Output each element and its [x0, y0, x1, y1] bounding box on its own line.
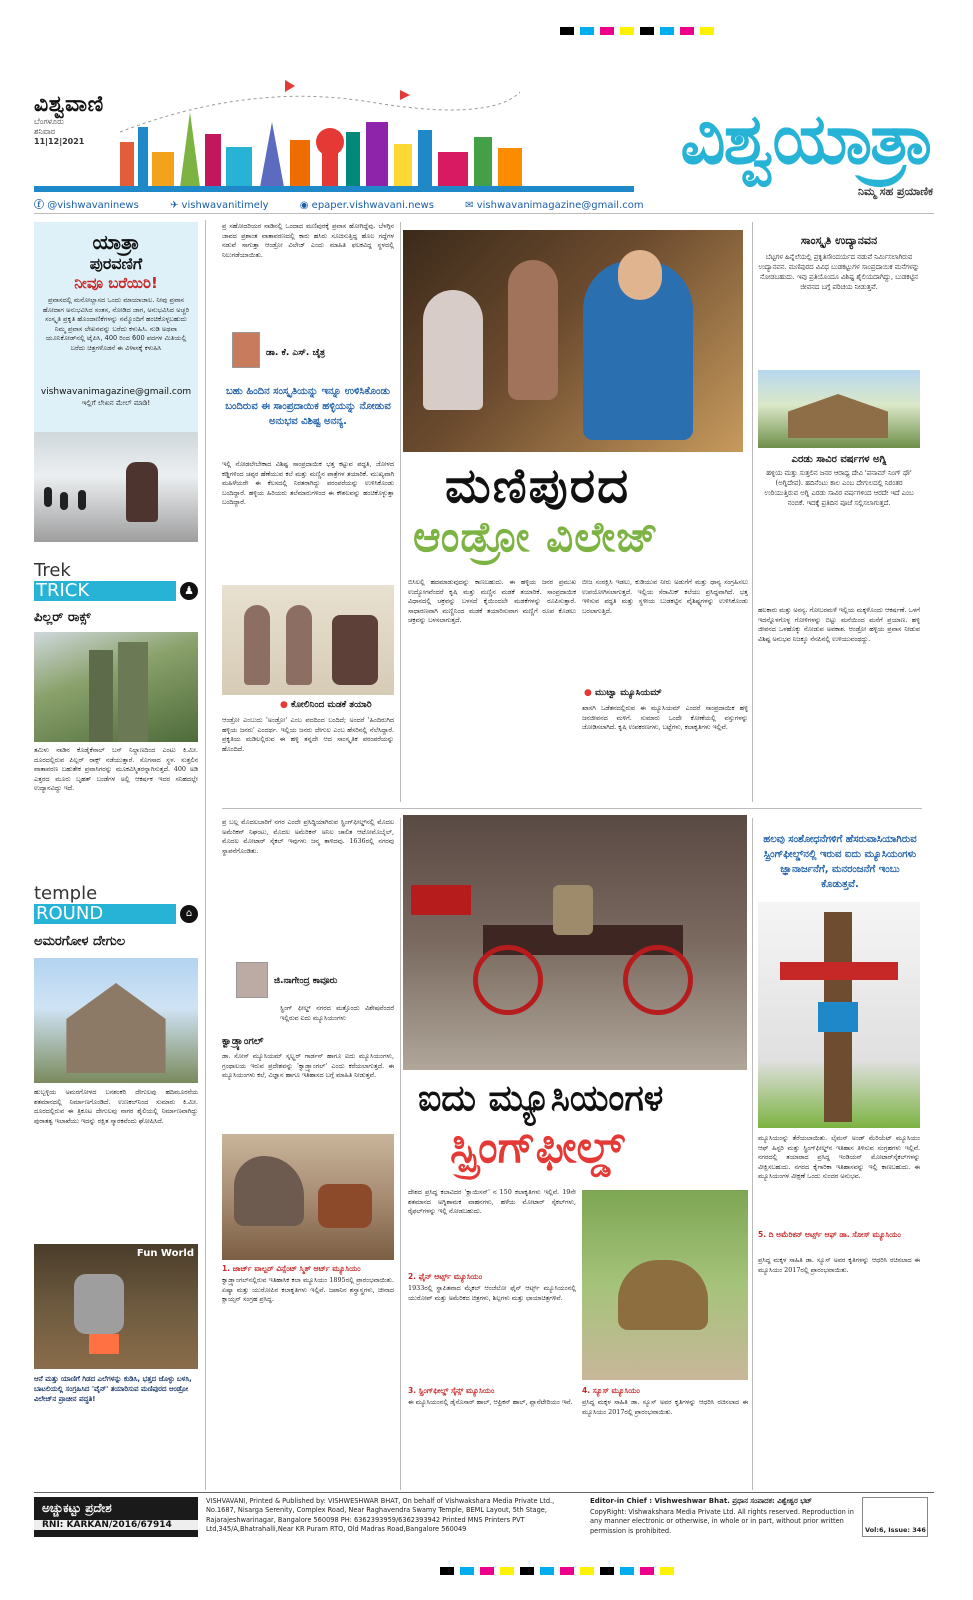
- item5-heading: 5. ದಿ ಅಮೆರಿಕನ್ ಆರ್ಟ್ಸ್ ಆಫ್ ಡಾ. ಸೋಸ್ ಮ್ಯೂಸಿಯಂ: [758, 1230, 901, 1239]
- column-divider: [400, 222, 401, 802]
- social-epaper[interactable]: ◉ epaper.vishwavani.news: [299, 200, 434, 211]
- footer-section-box: [34, 1497, 198, 1537]
- park-text: ಬೆಟ್ಟಗಳ ಹಿನ್ನೆಲೆಯಲ್ಲಿ ಪ್ರಕೃತಿಸೌಂದರ್ಯದ ನಡುವೆ ನಿರ್ಮಿಸಲಾಗಿರುವ ಉದ್ಯಾನವನ. ಮಣಿಪುರದ ವಿವಿಧ ಬುಡಕಟ್ಟುಗಳ ಸಾಂಪ್ರದಾಯಿಕ ಮನೆಗಳನ್ನು ನೋಡಬಹುದು. ಇವು ಪ್ರತಿಯೊಂದೂ ವಿಶಿಷ್ಟ ಶೈಲಿಯದಾಗಿದ್ದು, ಬುಡಕಟ್ಟಿನ ಜೀವನದ ಬಗ್ಗೆ ಪರಿಚಯ ನೀಡುತ್ತವೆ.: [758, 253, 920, 291]
- social-email[interactable]: ✉ vishwavanimagazine@gmail.com: [465, 200, 644, 211]
- column-divider: [752, 818, 753, 1490]
- item4-text: ಪ್ರಸಿದ್ಧ ಮಕ್ಕಳ ಸಾಹಿತಿ ಡಾ. ಸ್ಯೂಸ್ ಅವರ ಕೃತಿಗಳನ್ನು ಆಧರಿಸಿ ರಚಿಸಲಾದ ಈ ಮ್ಯೂಸಿಯಂ 2017ರಲ್ಲಿ ಪ್ರಾರಂಭವಾಯಿತು.: [582, 1398, 748, 1416]
- masthead-day: ಶನಿವಾರ: [34, 127, 56, 136]
- social-telegram[interactable]: ✈ vishwavanitimely: [169, 200, 269, 211]
- hiker-icon: ♟: [180, 582, 198, 600]
- footer-section-name: ಅಚ್ಚುಕಟ್ಟು ಪ್ರದೇಶ: [42, 1501, 112, 1515]
- crafts-caption: [280, 700, 372, 710]
- article1-right-body: ಹಲಕಾರು ಮತ್ತು ಅನನ್ಯ. ಗೋಬರಮಳೆ ಇಲ್ಲಿಯ ಮಕ್ಕಳೊಂದು ಆಕರ್ಷಣೆ. ಒಳಗೆ ಇದನ್ನೊಳಗೊಳ್ಳ ಗೋಳಿಗಳನ್ನು ಬಿಟ್ಟು ಮನೆಯಿಂದ ಮನೆಗೆ ಪ್ರಯಾಣ. ಹಳ್ಳಿ ಜೀವನದ ಒಳಹೊಕ್ಕು ನೋಡುವ ಅವಕಾಶ. ಆಂಡ್ರೋ ಹಳ್ಳಿಯ ಪ್ರವಾಸ ನೀಡುವ ವಿಶಿಷ್ಟ ಅನುಭವ ನಿಜಕ್ಕೂ ನೆನಪಿನಲ್ಲಿ ಉಳಿಯುವಂಥದ್ದು.: [758, 606, 920, 643]
- author-photo-1: [232, 332, 260, 368]
- supplement-tagline: ನಿಮ್ಮ ಸಹ ಪ್ರಯಾಣಿಕ: [857, 185, 933, 198]
- article2-subheading: ಕ್ವಾಡ್ರ್ಯಾಂಗಲ್: [222, 1036, 264, 1047]
- column-divider: [400, 818, 401, 1490]
- totem-pole-photo: [758, 902, 920, 1128]
- social-facebook-twitter[interactable]: ⓕ @vishwavaninews: [34, 200, 139, 211]
- promo-title-1: ಯಾತ್ರಾ: [92, 230, 140, 254]
- article2-author: ಜಿ.ನಾಗೇಂದ್ರ ಕಾವೂರು: [274, 976, 338, 986]
- promo-box: [34, 222, 198, 542]
- eternal-fire-heading: ಎರಡು ಸಾವಿರ ವರ್ಷಗಳ ಅಗ್ನಿ: [791, 454, 887, 465]
- temple-round-label: [34, 883, 176, 924]
- header-divider: [34, 213, 934, 214]
- article2-right-quote: ಹಲವು ಸಂಶೋಧನೆಗಳಿಗೆ ಹೆಸರುವಾಸಿಯಾಗಿರುವ ಸ್ಪ್ರಿಂಗ್‌ಫೀಲ್ಡ್‌ನಲ್ಲಿ ಇರುವ ಐದು ಮ್ಯೂಸಿಯಂಗಳು ಜ್ಞಾನಾರ್ಜನೆಗೆ, ಮನರಂಜನೆಗೆ ಇಂಬು ಕೊಡುತ್ತವೆ.: [763, 834, 917, 890]
- article2-sub: ಸ್ಪ್ರಿಂಗ್ ಫೀಲ್ಡ್ ನಗರದ ಮತ್ತೊಂದು ವಿಶೇಷವೆಂದರೆ ಇಲ್ಲಿರುವ ಐದು ಮ್ಯೂಸಿಯಂಗಳು: [280, 1004, 394, 1022]
- color-registration-bar-bottom: [440, 1560, 680, 1579]
- amaragol-temple-photo: [34, 958, 198, 1083]
- article1-body-c: ಬಿಸಿಲಲ್ಲಿ ಹದಮಾಡುವುದನ್ನು ಕಾಣಬಹುದು. ಈ ಹಳ್ಳಿಯ ಜನರ ಪ್ರಮುಖ ಉದ್ಯೋಗವೆಂದರೆ ಕೃಷಿ ಮತ್ತು ಮಣ್ಣಿನ ಮಡಕೆ ತಯಾರಿಕೆ. ಸಾಂಪ್ರದಾಯಿಕ ವಿಧಾನದಲ್ಲಿ ಚಕ್ರವನ್ನು ಬಳಸದೆ ಕೈಯಿಂದಲೇ ಮಡಕೆಗಳನ್ನು ರೂಪಿಸುತ್ತಾರೆ. ಸಾಧಾರಣವಾಗಿ ಮಣ್ಣಿನಿಂದ ಮಡಕೆ ತಯಾರಿಸುವಾಗ ಮಣ್ಣಿಗೆ ರೂಪ ಕೊಡಲು ಚಕ್ರವನ್ನು ಬಳಸಲಾಗುತ್ತದೆ.: [408, 578, 576, 625]
- footer-volume-box: [862, 1497, 928, 1537]
- masthead-city: ಬೆಂಗಳೂರು: [34, 117, 64, 126]
- item3-heading: 3. ಸ್ಪ್ರಿಂಗ್‌ಫೀಲ್ಡ್ ಸೈನ್ಸ್ ಮ್ಯೂಸಿಯಂ: [408, 1386, 495, 1395]
- museum-caption: [584, 688, 662, 698]
- promo-title-2: ಪುರವಣಿಗೆ: [89, 254, 143, 273]
- fun-world-caption: ಆನೆ ಮತ್ತು ಯಾಣಿಗೆ ಗಿಡದ ಎಲೆಗಳನ್ನು ಕುಡಿಸಿ, ಭತ್ತದ ಜೊಳ್ಳು ಬಳಸಿ, ಬಾಟಲಿಯಲ್ಲಿ ಸಂಗ್ರಹಿಸಿದ 'ವೈನ್' ತಯಾರಿಸುವ ಮಣಿಪುರದ ಆಂಡ್ರೋ ವಿಲೇಜ್‌ನ ಪ್ರಾಚೀನ ಪದ್ಧತಿ!: [34, 1375, 192, 1403]
- article1-body-e: ಖಾಸಗಿ ಒಡೆತನದಲ್ಲಿರುವ ಈ ಮ್ಯೂಸಿಯಮ್ ಎಂದರೆ ಸಾಂಪ್ರದಾಯಿಕ ಹಳ್ಳಿ ಜನಜೀವನದ ಮಳಿಗೆ. ಸುಮಾರು ಒಂದೇ ಕೋಣೆಯಲ್ಲಿ ವಸ್ತುಗಳನ್ನು ಜೋಡಿಸಲಾಗಿದೆ. ಕೃಷಿ ಉಪಕರಣಗಳು, ಬಟ್ಟೆಗಳು, ಕಲಾಕೃತಿಗಳು ಇಲ್ಲಿವೆ.: [582, 704, 748, 732]
- promo-title-3: ನೀವೂ ಬರೆಯಿರಿ!: [74, 274, 158, 292]
- temple-text: ಹುಬ್ಬಳ್ಳಿಯ ಅಮರಗೋಳದ ಬನಶಂಕರಿ ದೇಗುಲವು ಹದಿಮೂರನೆಯ ಶತಮಾನದಲ್ಲಿ ನಿರ್ಮಾಣಗೊಂಡಿದೆ. ಉಣಕಲ್‌ನಿಂದ ಸುಮಾರು ಕಿ.ಮೀ. ದೂರದಲ್ಲಿರುವ ಈ ತ್ರಿಕೂಟ ದೇಗುಲವು ನಾಗರ ಶೈಲಿಯಲ್ಲಿ ನಿರ್ಮಾಣವಾಗಿದ್ದು ಪುರಾತತ್ವ ಇಲಾಖೆಯು ಇದನ್ನು ರಕ್ಷಿತ ಸ್ಮಾರಕವೆಂದು ಘೋಷಿಸಿದೆ.: [34, 1088, 198, 1125]
- social-links: [34, 196, 672, 211]
- fire-engine-photo: [403, 815, 747, 1070]
- eternal-fire-text: ಹಳ್ಳಿಯ ಮತ್ತು ಸುತ್ತಲಿನ ಜನರ ಆರಾಧ್ಯ ದೇವಿ 'ಪನಾಮ್ ನಿಂಗ್ ಥೌ' (ಅಗ್ನಿದೇವ). ಹದಿನೆಂಟು ಕಾಲ ಎಂಬ ದೇಗುಲದಲ್ಲಿ ನಿರಂತರ ಉರಿಯುತ್ತಿರುವ ಅಗ್ನಿ ಎರಡು ಸಾವಿರ ವರ್ಷಗಳಿಂದ ಆರದೇ ಇದೆ ಎಂಬ ನಂಬಿಕೆ. ಇದಕ್ಕೆ ಪ್ರತಿದಿನ ಪೂಜೆ ಸಲ್ಲಿಸಲಾಗುತ್ತದೆ.: [764, 469, 914, 507]
- article2-right-text: ಮ್ಯೂಸಿಯಂನ್ನು ತೆರೆಯಲಾಯಿತು. ಲೈಮನ್ ಅಂಡ್ ಮೆರಿಯೆಟ್ ಮ್ಯೂಸಿಯಂ ಆಫ್ ಹಿಸ್ಟರಿ ಮತ್ತು ಸ್ಪ್ರಿಂಗ್‌ಫೀಲ್ಡ್‌ನ ಇತಿಹಾಸ ತಿಳಿಸುವ ಸಂಗ್ರಹಗಳು ಇಲ್ಲಿವೆ. ನಗರದಲ್ಲಿ ತಯಾರಾದ ಪ್ರಸಿದ್ಧ ಇಂಡಿಯನ್ ಮೋಟಾರ್‌ಸೈಕಲ್‌ಗಳನ್ನು ವೀಕ್ಷಿಸಬಹುದು. ನಗರದ ಕೈಗಾರಿಕಾ ಇತಿಹಾಸವನ್ನು ಇಲ್ಲಿ ಕಾಣಬಹುದು. ಈ ಮ್ಯೂಸಿಯಂಗಳ ವೀಕ್ಷಣೆ ಒಂದು ಸುಂದರ ಅನುಭವ.: [758, 1134, 920, 1181]
- location-pin-icon: ●: [584, 688, 592, 698]
- article1-pullquote: ಬಹು ಹಿಂದಿನ ಸಂಸ್ಕೃತಿಯನ್ನು ಇನ್ನೂ ಉಳಿಸಿಕೊಂಡು ಬಂದಿರುವ ಈ ಸಾಂಪ್ರದಾಯಿಕ ಹಳ್ಳಿಯನ್ನು ನೋಡುವ ಅನುಭವ ವಿಶಿಷ್ಟ ಅನನ್ಯ.: [225, 386, 391, 427]
- crafts-caption-text: ಕೋಲಿನಿಂದ ಮಡಕೆ ತಯಾರಿ: [291, 700, 372, 710]
- globe-icon: ◉: [299, 200, 309, 211]
- temple-label-1: temple: [34, 883, 98, 904]
- column-divider: [205, 220, 206, 1490]
- footer-imprint: VISHVAVANI, Printed & Published by: VISHWESHWAR BHAT, On behalf of Vishwakshara Media Private Ltd., No.1687, Nisarga Serenity, Complex Road, Near Raghavendra Swamy Temple, BEML Layout, 5th Stage, Rajarajeshwarinagar, Bangalore 560098 PH: 6362393959/6362393942 Printed MNS Printers PVT Ltd,345/A,Bhatrahalli,Near KR Puram RTO, Old Madras Road,Bangalore 560049: [206, 1497, 555, 1534]
- masthead-left: [34, 92, 104, 147]
- museum-caption-text: ಮುಟ್ವಾ ಮ್ಯೂಸಿಯಮ್: [595, 688, 662, 698]
- footer-rule: [34, 1492, 934, 1493]
- telegram-icon: ✈: [169, 200, 179, 211]
- item2-text: 1933ರಲ್ಲಿ ಸ್ಥಾಪಿತವಾದ ಮೈಕಲ್ ಆಂಜೆಲೋ ಫೈನ್ ಆರ್ಟ್ಸ್ ಮ್ಯೂಸಿಯಂನಲ್ಲಿ ಯುರೋಪ್ ಮತ್ತು ಅಮೆರಿಕದ ಚಿತ್ರಗಳು, ಶಿಲ್ಪಗಳು ಮತ್ತು ಛಾಯಾಚಿತ್ರಗಳಿವೆ.: [408, 1284, 576, 1302]
- item3-text: ಈ ಮ್ಯೂಸಿಯಂನಲ್ಲಿ ಡೈನೊಸಾರ್ ಹಾಲ್, ಆಫ್ರಿಕನ್ ಹಾಲ್, ಪ್ಲಾನೆಟೇರಿಯಂ ಇವೆ.: [408, 1398, 573, 1406]
- footer-rni: RNI: KARKAN/2016/67914: [34, 1520, 198, 1530]
- item5-text: ಪ್ರಸಿದ್ಧ ಮಕ್ಕಳ ಸಾಹಿತಿ ಡಾ. ಸ್ಯೂಸ್ ಅವರ ಕೃತಿಗಳನ್ನು ಆಧರಿಸಿ ರಚಿಸಲಾದ ಈ ಮ್ಯೂಸಿಯಂ 2017ರಲ್ಲಿ ಪ್ರಾರಂಭವಾಯಿತು.: [758, 1256, 920, 1274]
- footer-editor: Editor-in Chief : Vishweshwar Bhat. ಪ್ರಧಾನ ಸಂಪಾದಕ: ವಿಶ್ವೇಶ್ವರ ಭಟ್: [590, 1497, 812, 1505]
- article1-body-b: ಆಂಡ್ರೋ ಎಂಬುದು 'ಅಂಡ್ರೋ' ಎಂಬ ಪದದಿಂದ ಬಂದಿದೆ; ಅಂದರೆ 'ಹಿಂದಿರುಗಿದ ಹಳ್ಳಿಯ ಜನರು' ಎಂದರ್ಥ. ಇಲ್ಲಿಯ ಜನರು ದೇಗುಲ ಎಂಬ ಹೆಸರಿನಲ್ಲಿ ನೆಲೆಸಿದ್ದಾರೆ. ಪ್ರಕೃತಿಯ ಮಡಿಲಲ್ಲಿರುವ ಈ ಹಳ್ಳಿ ತನ್ನದೇ ಆದ ಸಾಂಸ್ಕೃತಿಕ ಪರಂಪರೆಯನ್ನು ಹೊಂದಿದೆ.: [222, 716, 394, 753]
- item2-heading: 2. ಫೈನ್ ಆರ್ಟ್ಸ್ ಮ್ಯೂಸಿಯಂ: [408, 1272, 483, 1281]
- trek-trick-label: [34, 560, 176, 601]
- tribal-huts-photo: [758, 370, 920, 448]
- article2-intro: ಪ್ರ ಬಲ್ಲ ಮೊದಲಬಾರಿಗೆ ನಗರ ಎಂದೇ ಪ್ರಸಿದ್ಧಿಯಾಗಿರುವ ಸ್ಪ್ರಿಂಗ್‌ಫೀಲ್ಡ್‌ನಲ್ಲಿ ಮೊದಲ ಅಮೆರಿಕನ್ ನಿಘಂಟು, ಮೊದಲ ಅಮೆರಿಕನ್ ಅನಿಲ ಚಾಲಿತ ಆಟೋಮೊಬೈಲ್, ಮೊದಲ ಮೋಟಾರ್ ಸೈಕಲ್ ಇವುಗಳು ಜನ್ಮ ತಾಳಿದವು. 1636ರಲ್ಲಿ ನಗರವು ಸ್ಥಾಪನೆಗೊಂಡಿತು.: [222, 818, 394, 855]
- article1-body-a: ಇಲ್ಲಿ ನೋಡಲೇಬೇಕಾದ ವಿಶಿಷ್ಟ ಸಾಂಪ್ರದಾಯಿಕ ಭತ್ತ ಕಟ್ಟುವ ಪದ್ಧತಿ, ಜೋಳದ ಕಡ್ಡಿಗಳಿಂದ ಚಪ್ಪರ ಹೆಣೆಯುವ ಕಲೆ ಮತ್ತು ಮಣ್ಣಿನ ಪಾತ್ರೆಗಳ ತಯಾರಿಕೆ. ಮುಖ್ಯವಾಗಿ ಮಹಿಳೆಯರೇ ಈ ಕೆಲಸದಲ್ಲಿ ನಿರತರಾಗಿದ್ದು ಪರಂಪರೆಯನ್ನು ಉಳಿಸಿಕೊಂಡು ಬಂದಿದ್ದಾರೆ. ಹಳ್ಳಿಯ ಹಿರಿಯರು ತಲೆಮಾರುಗಳಿಂದ ಈ ಕೌಶಲವನ್ನು ಹಂಚಿಕೊಳ್ಳುತ್ತಾ ಬಂದಿದ್ದಾರೆ.: [222, 460, 394, 507]
- crafts-dolls-photo: [222, 585, 394, 695]
- article2-title-1: ಐದು ಮ್ಯೂಸಿಯಂಗಳ: [418, 1078, 664, 1119]
- footer-volume: Vol:6, Issue: 346: [865, 1526, 926, 1534]
- email-icon: ✉: [465, 200, 474, 211]
- seuss-sculpture-photo: [582, 1190, 748, 1380]
- article1-body-d: ಬೀಜ ಸಂರಕ್ಷಿಸಿ ಇಡಲು, ಕುಡಿಯುವ ನೀರು ಅಡುಗೆಗೆ ಮತ್ತು ಧಾನ್ಯ ಸಂಗ್ರಹಿಸಲು ಉಪಯೋಗಿಸಲಾಗುತ್ತದೆ. ಇಲ್ಲಿಯ ಸೆರಾಮಿಕ್ ಕಲೆಯು ಪ್ರಸಿದ್ಧವಾಗಿದೆ. ಭತ್ತ ಇಳಿಸುವ ಪದ್ಧತಿ ಮತ್ತು ಸ್ಥಳೀಯ ಬುಡಕಟ್ಟಿನ ವೈಶಿಷ್ಟ್ಯಗಳನ್ನು ಉಳಿಸಿಕೊಂಡು ಬರಲಾಗುತ್ತಿದೆ.: [582, 578, 748, 615]
- article1-title-1: ಮಣಿಪುರದ: [445, 458, 631, 514]
- article2-body-b: ದೇಶದ ಪ್ರಸಿದ್ಧ ಕಲಾವಿದರ 'ಕ್ಲಾಯಿಸನ್' ನ 150 ಕಲಾಕೃತಿಗಳು ಇಲ್ಲಿವೆ. 19ನೇ ಶತಮಾನದ ಅಗ್ನಿಶಾಮಕ ವಾಹನಗಳು, ಹಳೆಯ ಮೋಟಾರ್ ಸೈಕಲ್‌ಗಳು, ರೈಫಲ್‌ಗಳನ್ನು ಇಲ್ಲಿ ನೋಡಬಹುದು.: [408, 1188, 576, 1216]
- temple-label-2: ROUND: [34, 904, 176, 924]
- park-heading: ಸಾಂಸ್ಕೃತಿ ಉದ್ಯಾನವನ: [800, 234, 878, 247]
- fun-world-label: Fun World: [136, 1248, 194, 1259]
- item4-heading: 4. ಸ್ಯೂಸ್ ಮ್ಯೂಸಿಯಂ: [582, 1386, 640, 1395]
- trek-heading: ಪಿಲ್ಲರ್ ರಾಕ್ಸ್: [34, 610, 91, 625]
- article1-title-2: ಆಂಡ್ರೋ ವಿಲೇಜ್: [413, 512, 660, 561]
- promo-email[interactable]: vishwavanimagazine@gmail.com: [40, 387, 192, 397]
- column-divider: [752, 222, 753, 802]
- trek-label-1: Trek: [34, 560, 71, 581]
- masthead-date: 11|12|2021: [34, 137, 85, 146]
- item1-heading: 1. ಜಾರ್ಜ್ ವಾಲ್ಟರ್ ವಿನ್ಸೆಂಟ್ ಸ್ಮಿತ್ ಆರ್ಟ್ ಮ್ಯೂಸಿಯಂ: [222, 1264, 361, 1273]
- fun-world-photo: [34, 1244, 198, 1369]
- article1-intro: ಪ್ರ ಸಹೋದರಿಯರ ನಾಡಿನಲ್ಲಿ ಒಂದಾದ ಮಣಿಪುರಕ್ಕೆ ಪ್ರವಾಸ ಹೋಗಿದ್ದೆವು. ಬೆಳಗ್ಗಿನ ಜಾವದ ಪ್ರಶಾಂತ ವಾತಾವರಣದಲ್ಲಿ ಕಾರು ಹಸಿರು ಸೂಚಿಸುತ್ತಿದ್ದ ಹೊಲ ಗದ್ದೆಗಳ ನಡುವೆ ಸಾಗುತ್ತಾ ಆಂಡ್ರೋ ವಿಲೇಜ್ ಎಂದು ಮಾಹಿತಿ ಫಲಕವಿದ್ದ ಸ್ಥಳದಲ್ಲಿ ನಿಲುಗಡೆಯಾಯಿತು.: [222, 222, 394, 259]
- promo-footer: ಇಲ್ಲಿಗೆ ಲೇಖನ ಮೇಲ್ ಮಾಡಿ!: [81, 399, 151, 407]
- location-pin-icon: ●: [280, 700, 288, 710]
- trek-text: ತಮಿಳು ನಾಡಿನ ಕೊಡೈಕೆನಾಲ್ ಬಸ್ ನಿಲ್ದಾಣದಿಂದ ಎಂಟು ಕಿ.ಮೀ. ದೂರದಲ್ಲಿರುವ ಪಿಲ್ಲರ್ ರಾಕ್ಸ್ ನಡೆಯುತ್ತಾರೆ. ಸೊಗಸಾದ ಸ್ಥಳ. ಸುತ್ತಲಿನ ವಾತಾವರಣ ಬಹುತೇಕ ಪ್ರವಾಸಿಗರನ್ನು ಮೂಕವಿಸ್ಮಿತರನ್ನಾಗಿಸುತ್ತದೆ. 400 ಅಡಿ ಎತ್ತರದ ಮೂರು ಬೃಹತ್ ಬಂಡೆಗಳ ಅಲ್ಲಿ ಆಕರ್ಷಕ ಇದರ ಸನಿಹದಲ್ಲೇ ಉದ್ಯಾನವಿದ್ದು ಇದೆ.: [34, 746, 198, 793]
- temple-icon: ⌂: [180, 905, 198, 923]
- supplement-title: ವಿಶ್ವಯಾತ್ರಾ: [680, 98, 933, 180]
- color-registration-bar-top: [560, 20, 720, 39]
- item1-text: ಕ್ವಾಡ್ರ್ಯಾಂಗಲ್‌ನಲ್ಲಿರುವ ಇತಿಹಾಸಿಕ ಕಲಾ ಮ್ಯೂಸಿಯಂ 1895ರಲ್ಲಿ ಪ್ರಾರಂಭವಾಯಿತು. ಏಷ್ಯಾ ಮತ್ತು ಯುರೋಪಿನ ಕಲಾಕೃತಿಗಳು ಇಲ್ಲಿವೆ. ಜಪಾನಿನ ಶಸ್ತ್ರಾಸ್ತ್ರಗಳು, ಚೀನಾದ ಕ್ಲಾಯ್ಸನ್ ಸಂಗ್ರಹ ಪ್ರಸಿದ್ಧ.: [222, 1276, 394, 1304]
- pottery-women-photo: [403, 230, 743, 452]
- world-landmarks-illustration: [110, 72, 530, 187]
- section-divider: [222, 808, 922, 809]
- footer-copyright: CopyRight: Vishwakshara Media Private Ltd. All rights reserved. Reproduction in any manner electronic or otherwise, in whole or in part, without prior written permission is prohibited.: [590, 1508, 854, 1535]
- promo-text: ಪ್ರವಾಸದಲ್ಲಿ ಮನೋಲ್ಲಾಸದ ಒಂದು ಮಾಯಾಜಾಲ. ನೀವು ಪ್ರವಾಸ ಹೋದಾಗ ಅನುಭವಿಸಿದ ಸಂತಸ, ನೋಡಿದ ಜಾಗ, ಅನುಭವಿಸಿದ ಅಚ್ಚರಿ ಸಂಸ್ಕೃತಿ ಪ್ರಕೃತಿ ಹೊಂದಾಣಿಕೆಗಳನ್ನು ನಮ್ಮೊಂದಿಗೆ ಹಂಚಿಕೊಳ್ಳಬಹುದು ನಿಮ್ಮ ಪ್ರವಾಸ ಲೇಖನವನ್ನು ಬರೆದು ಕಳುಹಿಸಿ. ನುಡಿ ಅಥವಾ ಯೂನಿಕೋಡ್‌ನಲ್ಲಿ ಟೈಪಿಸಿ, 400 ರಿಂದ 600 ಪದಗಳ ಮಿತಿಯಲ್ಲಿ ಬರೆದು ಚಿತ್ರಗಳೊಡನೆ ಈ ವಿಳಾಸಕ್ಕೆ ಕಳುಹಿಸಿ: [42, 296, 190, 352]
- trek-label-2: TRICK: [34, 581, 176, 601]
- article1-author: ಡಾ. ಕೆ. ಎಸ್. ಚೈತ್ರ: [266, 348, 326, 358]
- article2-title-2: ಸ್ಪ್ರಿಂಗ್‌ಫೀಲ್ಡ್: [450, 1122, 625, 1173]
- pillar-rocks-photo: [34, 632, 198, 742]
- traveller-penguins-photo: [34, 432, 198, 542]
- temple-heading: ಅಮರಗೋಳ ದೇಗುಲ: [34, 934, 126, 949]
- facebook-icon: ⓕ: [34, 200, 44, 211]
- masthead-rule: [34, 186, 634, 192]
- newspaper-logo: ವಿಶ್ವವಾಣಿ: [34, 92, 104, 117]
- article2-body-a: ಡಾ. ಸೋಸ್ ಮ್ಯೂಸಿಯಮ್ ಸ್ಕಲ್ಪ್ಚರ್ ಗಾರ್ಡನ್ ಹಾಗೂ ಐದು ಮ್ಯೂಸಿಯಂಗಳು, ಗ್ರಂಥಾಲಯ ಇರುವ ಪ್ರದೇಶವನ್ನು 'ಕ್ವಾಡ್ರ್ಯಾಂಗಲ್' ಎಂದು ಕರೆಯಲಾಗುತ್ತದೆ. ಈ ಮ್ಯೂಸಿಯಂಗಳು ಕಲೆ, ವಿಜ್ಞಾನ ಹಾಗೂ ಇತಿಹಾಸದ ಬಗ್ಗೆ ಮಾಹಿತಿ ನೀಡುತ್ತವೆ.: [222, 1052, 394, 1080]
- science-museum-animals-photo: [222, 1134, 394, 1260]
- author-photo-2: [236, 962, 268, 998]
